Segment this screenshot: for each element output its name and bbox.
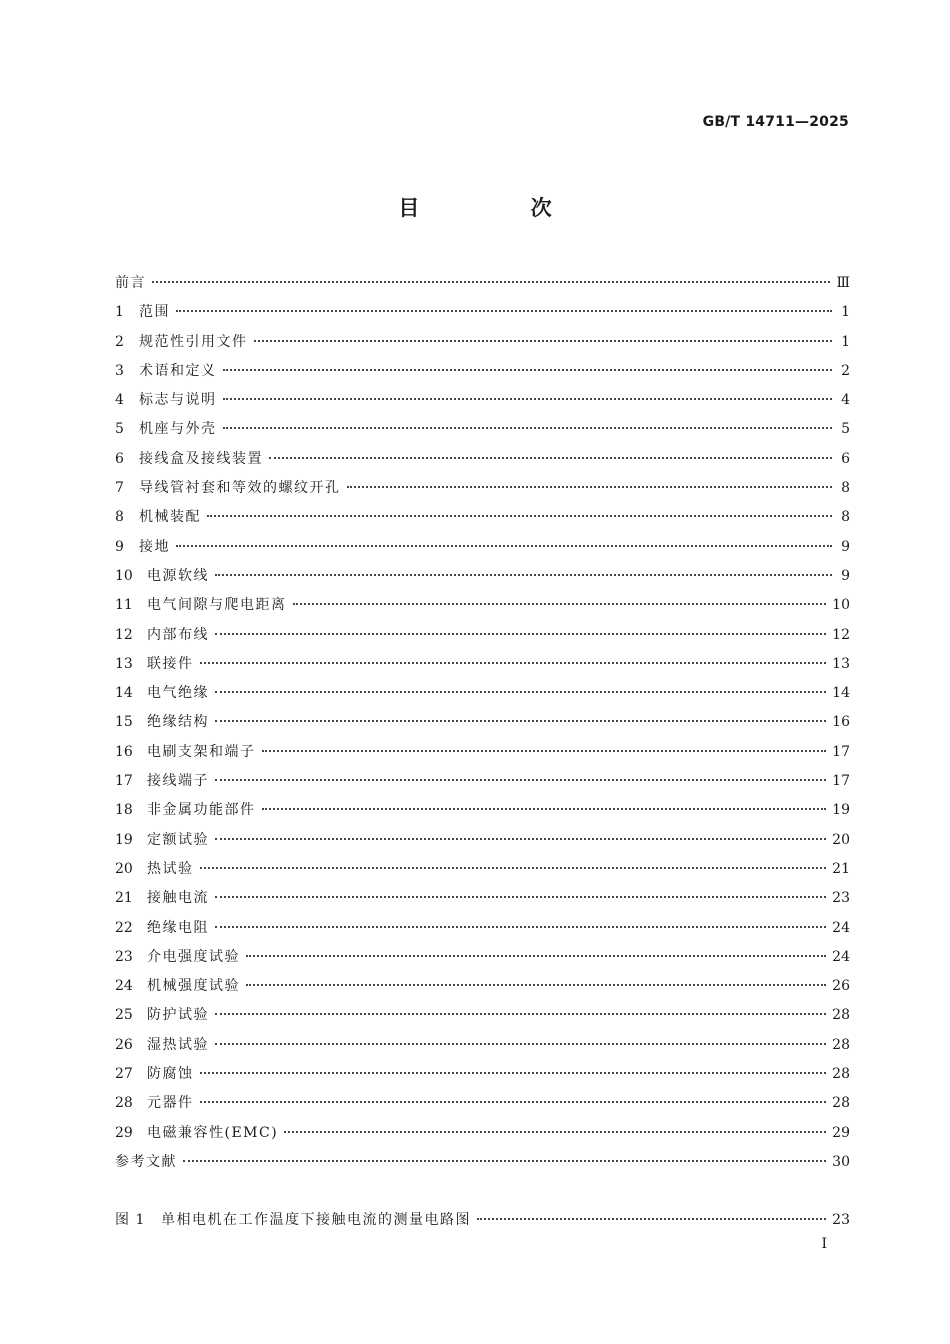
dot-leader (215, 896, 826, 898)
toc-entry-page: 1 (841, 304, 850, 321)
toc-entry[interactable] (115, 975, 850, 1004)
toc-entry[interactable] (115, 477, 850, 506)
dot-leader (215, 720, 826, 722)
page-number: I (821, 1236, 827, 1252)
toc-entry[interactable] (115, 711, 850, 740)
dot-leader (200, 1072, 827, 1074)
toc-entry-page: 28 (832, 1066, 850, 1083)
toc-entry[interactable] (115, 389, 850, 418)
toc-entry-label: 标志与说明 (139, 392, 217, 409)
toc-entry-page: 19 (832, 802, 850, 819)
toc-entry-page: 9 (841, 538, 850, 555)
toc-entry-label: 电气绝缘 (147, 685, 209, 702)
toc-entry-page: 9 (841, 567, 850, 584)
dot-leader (477, 1218, 826, 1220)
toc-entry-page: 28 (832, 1095, 850, 1112)
dot-leader (284, 1131, 826, 1133)
toc-entry-label: 介电强度试验 (147, 948, 240, 965)
figure-list (115, 1209, 850, 1231)
dot-leader (176, 545, 832, 547)
toc-entry-page: 24 (832, 948, 850, 965)
dot-leader (262, 750, 827, 752)
toc-entry-label: 电气间隙与爬电距离 (147, 597, 287, 614)
toc-entry[interactable] (115, 1063, 850, 1092)
toc-entry-page: 5 (841, 421, 850, 438)
toc-entry-label: 湿热试验 (147, 1036, 209, 1053)
toc-entry-label: 接触电流 (147, 890, 209, 907)
toc-entry-number: 23 (115, 948, 133, 965)
toc-entry[interactable] (115, 418, 850, 447)
toc-entry-page: 28 (832, 1036, 850, 1053)
dot-leader (215, 838, 826, 840)
toc-entry[interactable] (115, 360, 850, 389)
toc-entry-number: 21 (115, 890, 133, 907)
toc-entry-page: Ⅲ (836, 275, 850, 291)
toc-entry-page: 4 (841, 392, 850, 409)
toc-entry-label: 前言 (115, 275, 146, 291)
figure-entry-label: 单相电机在工作温度下接触电流的测量电路图 (161, 1212, 471, 1228)
toc-entry-number: 19 (115, 831, 133, 848)
toc-entry[interactable] (115, 624, 850, 653)
toc-entry-page: 28 (832, 1007, 850, 1024)
toc-entry-number: 25 (115, 1007, 133, 1024)
toc-entry-page: 24 (832, 919, 850, 936)
page-title: 目 次 (398, 196, 604, 220)
dot-leader (215, 691, 826, 693)
toc-entry-number: 26 (115, 1036, 133, 1053)
toc-entry-label: 导线管衬套和等效的螺纹开孔 (139, 480, 341, 497)
toc-entry[interactable] (115, 594, 850, 623)
toc-entry-page: 16 (832, 714, 850, 731)
dot-leader (215, 1043, 826, 1045)
toc-entry-label: 防护试验 (147, 1007, 209, 1024)
toc-entry-label: 定额试验 (147, 831, 209, 848)
dot-leader (269, 457, 832, 459)
toc-entry-number: 10 (115, 567, 133, 584)
figure-entry-page: 23 (832, 1212, 850, 1228)
toc-entry[interactable] (115, 301, 850, 330)
dot-leader (200, 867, 827, 869)
toc-entry-label: 热试验 (147, 860, 194, 877)
toc-entry-label: 机械装配 (139, 509, 201, 526)
dot-leader (293, 603, 827, 605)
dot-leader (223, 427, 833, 429)
toc-entry-label: 电磁兼容性(EMC) (147, 1124, 279, 1141)
dot-leader (215, 779, 826, 781)
toc-entry-number: 12 (115, 626, 133, 643)
toc-entry-number: 7 (115, 480, 124, 497)
toc-entry-page: 14 (832, 685, 850, 702)
toc-entry-page: 8 (841, 509, 850, 526)
dot-leader (223, 398, 833, 400)
dot-leader (152, 281, 830, 283)
toc-entry-number: 14 (115, 685, 133, 702)
toc-entry-page: 26 (832, 978, 850, 995)
toc-entry-label: 机座与外壳 (139, 421, 217, 438)
toc-entry-number: 18 (115, 802, 133, 819)
dot-leader (215, 633, 826, 635)
toc-entry[interactable] (115, 1004, 850, 1033)
toc-entry[interactable] (115, 917, 850, 946)
toc-entry-label: 机械强度试验 (147, 978, 240, 995)
toc-entry[interactable] (115, 272, 850, 301)
toc-entry[interactable] (115, 946, 850, 975)
toc-entry[interactable] (115, 741, 850, 770)
toc-entry-page: 29 (832, 1124, 850, 1141)
toc-entry[interactable] (115, 565, 850, 594)
toc-entry-number: 22 (115, 919, 133, 936)
toc-entry-label: 接线盒及接线装置 (139, 450, 263, 467)
toc-entry[interactable] (115, 887, 850, 916)
figure-entry[interactable] (115, 1209, 850, 1231)
toc-entry[interactable] (115, 448, 850, 477)
table-of-contents (115, 272, 850, 1180)
toc-entry-label: 参考文献 (115, 1153, 177, 1170)
toc-entry-label: 内部布线 (147, 626, 209, 643)
dot-leader (200, 1101, 827, 1103)
toc-entry-label: 绝缘结构 (147, 714, 209, 731)
toc-entry-number: 11 (115, 597, 133, 614)
toc-entry[interactable] (115, 1122, 850, 1151)
figure-entry-number: 图 1 (115, 1212, 146, 1228)
toc-entry-number: 27 (115, 1066, 133, 1083)
dot-leader (347, 486, 833, 488)
toc-entry[interactable] (115, 829, 850, 858)
toc-entry-label: 范围 (139, 304, 170, 321)
toc-entry[interactable] (115, 506, 850, 535)
dot-leader (254, 340, 833, 342)
toc-entry[interactable] (115, 1034, 850, 1063)
toc-entry[interactable] (115, 331, 850, 360)
dot-leader (183, 1160, 826, 1162)
toc-entry-page: 12 (832, 626, 850, 643)
toc-entry-number: 20 (115, 860, 133, 877)
toc-entry-number: 9 (115, 538, 124, 555)
toc-entry[interactable] (115, 682, 850, 711)
toc-entry-label: 防腐蚀 (147, 1066, 194, 1083)
toc-entry-page: 17 (832, 743, 850, 760)
toc-entry-page: 6 (841, 450, 850, 467)
toc-entry[interactable] (115, 536, 850, 565)
dot-leader (223, 369, 833, 371)
dot-leader (215, 1013, 826, 1015)
toc-entry-number: 24 (115, 978, 133, 995)
standard-code: GB/T 14711—2025 (702, 114, 849, 130)
toc-entry-page: 10 (832, 597, 850, 614)
toc-entry[interactable] (115, 858, 850, 887)
toc-entry-label: 术语和定义 (139, 362, 217, 379)
toc-entry-number: 1 (115, 304, 124, 321)
toc-entry-number: 16 (115, 743, 133, 760)
dot-leader (215, 926, 826, 928)
toc-entry-label: 非金属功能部件 (147, 802, 256, 819)
toc-entry-label: 电刷支架和端子 (147, 743, 256, 760)
toc-entry[interactable] (115, 1092, 850, 1121)
dot-leader (176, 310, 832, 312)
toc-entry-page: 30 (832, 1153, 850, 1170)
toc-entry[interactable] (115, 1151, 850, 1180)
toc-entry[interactable] (115, 653, 850, 682)
dot-leader (215, 574, 832, 576)
toc-entry-number: 28 (115, 1095, 133, 1112)
toc-entry-number: 2 (115, 333, 124, 350)
toc-entry-label: 绝缘电阻 (147, 919, 209, 936)
dot-leader (207, 515, 832, 517)
toc-entry-number: 15 (115, 714, 133, 731)
toc-entry-number: 17 (115, 773, 133, 790)
toc-entry-label: 接线端子 (147, 773, 209, 790)
toc-entry[interactable] (115, 770, 850, 799)
toc-entry-label: 元器件 (147, 1095, 194, 1112)
toc-entry-number: 6 (115, 450, 124, 467)
toc-entry-number: 3 (115, 362, 124, 379)
dot-leader (200, 662, 827, 664)
toc-entry-page: 2 (841, 362, 850, 379)
toc-entry-number: 29 (115, 1124, 133, 1141)
dot-leader (246, 955, 826, 957)
toc-entry-label: 联接件 (147, 655, 194, 672)
toc-entry-label: 规范性引用文件 (139, 333, 248, 350)
toc-entry-label: 电源软线 (147, 567, 209, 584)
toc-entry-number: 5 (115, 421, 124, 438)
toc-entry[interactable] (115, 799, 850, 828)
toc-entry-page: 17 (832, 773, 850, 790)
toc-entry-number: 8 (115, 509, 124, 526)
dot-leader (246, 984, 826, 986)
toc-entry-page: 20 (832, 831, 850, 848)
toc-entry-page: 8 (841, 480, 850, 497)
dot-leader (262, 808, 827, 810)
toc-entry-page: 23 (832, 890, 850, 907)
toc-entry-page: 1 (841, 333, 850, 350)
toc-entry-page: 13 (832, 655, 850, 672)
toc-entry-label: 接地 (139, 538, 170, 555)
toc-entry-number: 4 (115, 392, 124, 409)
toc-entry-number: 13 (115, 655, 133, 672)
toc-entry-page: 21 (832, 860, 850, 877)
